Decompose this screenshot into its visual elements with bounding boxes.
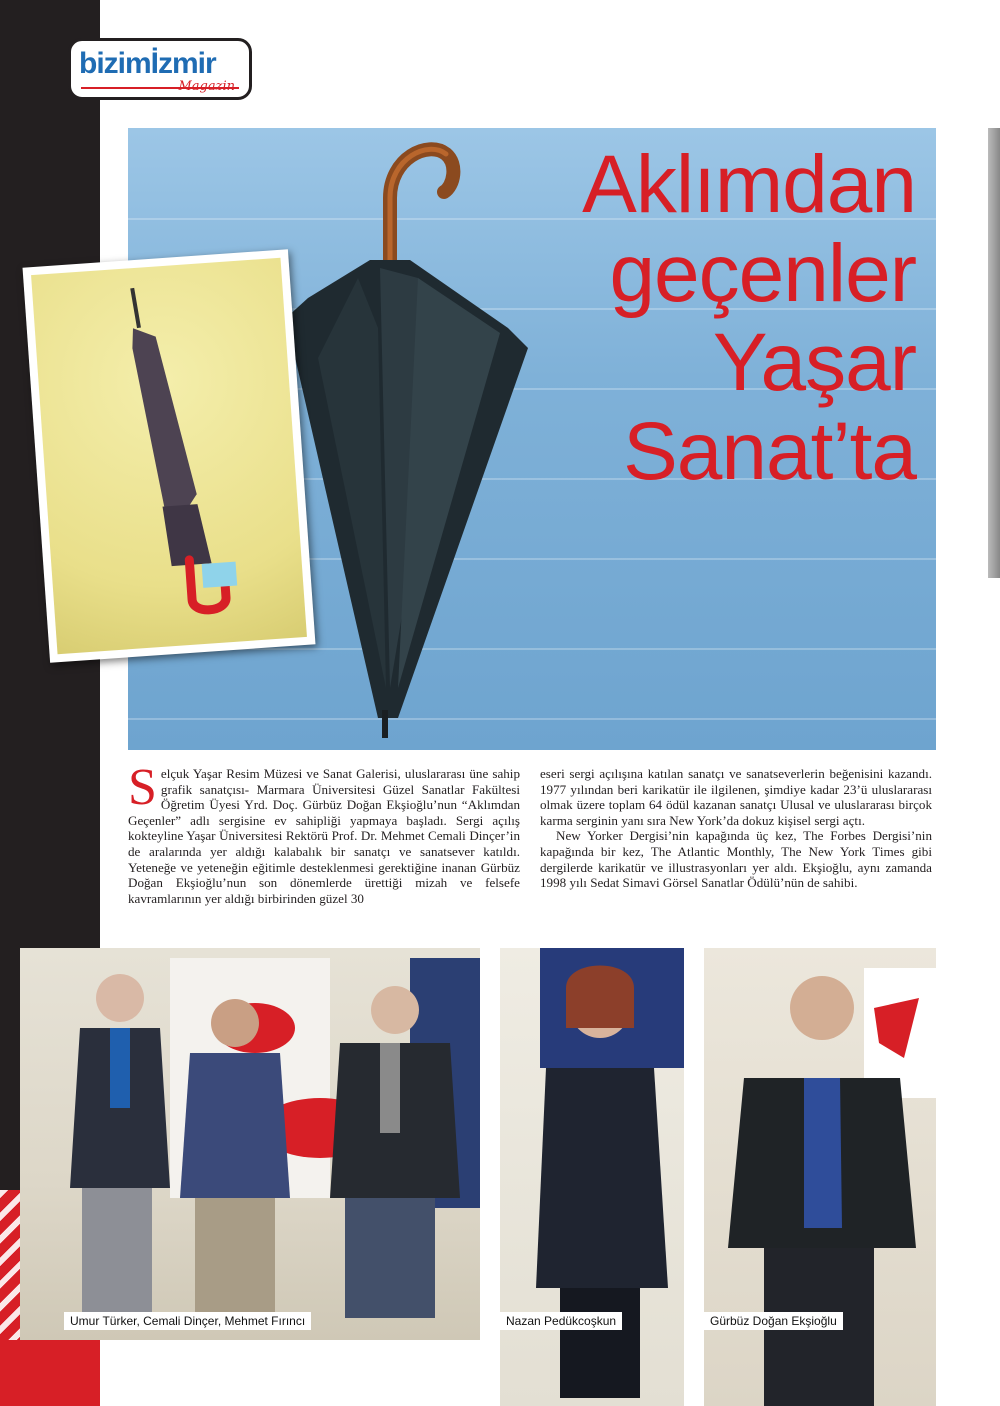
article-paragraph-1: elçuk Yaşar Resim Müzesi ve Sanat Galerisi, uluslararası üne sahip grafik sanatçısı- Marmara Üniversitesi Güzel Sanatlar Fakültesi Öğretim Üyesi Yrd. Doç. Gürbüz Doğan Ekşioğlu’nun “Aklımdan Geçenler” adlı sergisine ev sahipliği yapmaya başladı. Sergi açılış kokteyline Yaşar Üniversitesi Rektörü Prof. Dr. Mehmet Cemali Dinçer’in de aralarında yer aldığı kalabalık bir sanatçı ve sanatsever katıldı. Yeteneğe ve yeteneğin eğitimle desteklenmesi gerektiğine inanan Gürbüz Doğan Ekşioğlu’nun son dönemlerde ürettiği mizah ve felsefe kavramlarının yer aldığı birbirinden güzel 30: [128, 766, 520, 906]
article-paragraph-2: eseri sergi açılışına katılan sanatçı ve sanatseverlerin beğenisini kazandı. 1977 yılından beri karikatür ile ilgilenen, şimdiye kadar 23’ü uluslararası olmak üzere toplam 64 ödül kazanan sanatçı Ulusal ve uluslararası birçok karma serginin yanı sıra New York’da dokuz kişisel sergi açtı.: [540, 766, 932, 828]
title-line-2: geçenler: [609, 228, 916, 319]
article-paragraph-3: New Yorker Dergisi’nin kapağında üç kez, The Forbes Dergisi’nin kapağında bir kez, The Atlantic Monthly, The New York Times gibi dergilerde karikatür ve illustrasyonları yer aldı. Ekşioğlu, aynı zamanda 1998 yılı Sedat Simavi Görsel Sanatlar Ödülü’nün de sahibi.: [540, 828, 932, 891]
caption-group: Umur Türker, Cemali Dinçer, Mehmet Fırıncı: [64, 1312, 311, 1330]
title-line-4: Sanat’ta: [623, 406, 916, 497]
drop-cap: S: [128, 759, 157, 816]
article-column-1: [128, 759, 520, 906]
man-photo: [704, 948, 936, 1406]
group-photo-illustration: [20, 948, 480, 1340]
magazine-logo: [68, 38, 252, 100]
group-photo: [20, 948, 480, 1340]
woman-photo: [500, 948, 684, 1406]
woman-photo-illustration: [500, 948, 684, 1406]
logo-wordmark: bizimİzmir: [79, 47, 216, 80]
inset-artwork-photo: [23, 249, 316, 663]
caption-man: Gürbüz Doğan Ekşioğlu: [704, 1312, 843, 1330]
logo-subtitle: Magazin: [178, 79, 235, 94]
article-column-2: [540, 766, 932, 891]
adjacent-page-photo-edge: [988, 128, 1000, 578]
man-photo-illustration: [704, 948, 936, 1406]
title-line-3: Yaşar: [712, 317, 916, 408]
title-line-1: Aklımdan: [582, 139, 916, 230]
umbrella-artwork-icon: [31, 259, 290, 638]
article-title: [582, 140, 916, 496]
caption-woman: Nazan Pedükcoşkun: [500, 1312, 622, 1330]
